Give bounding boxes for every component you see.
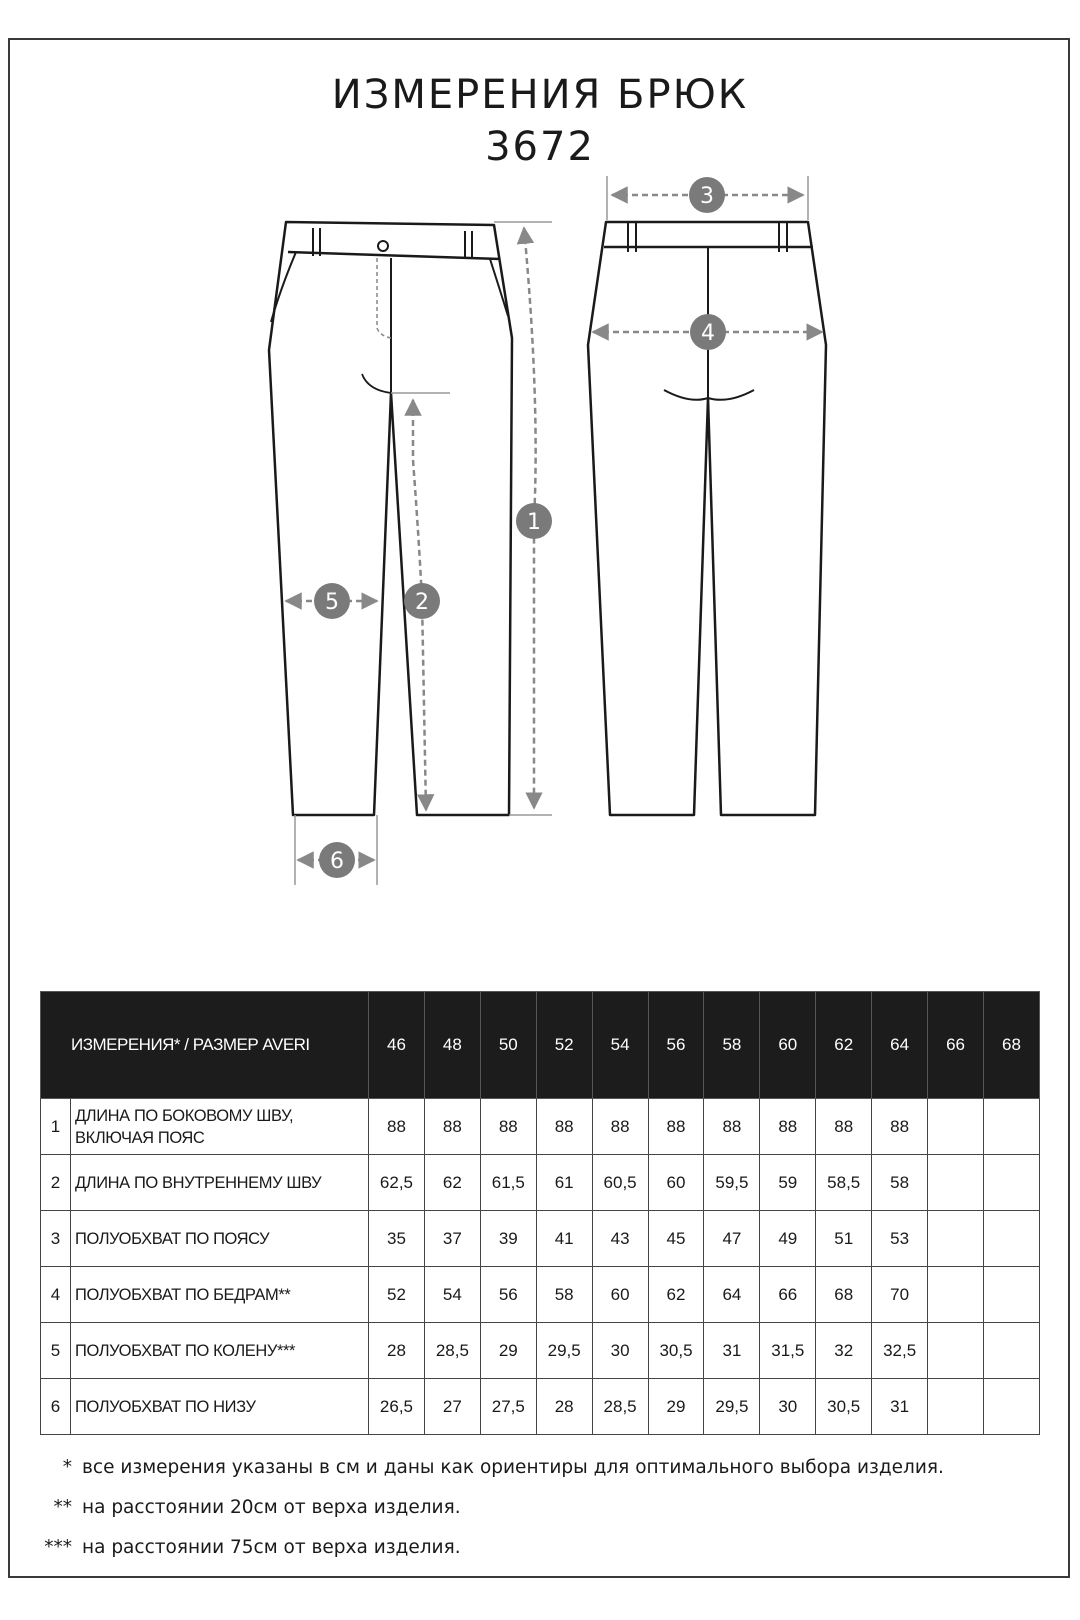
table-cell: 29 [480,1323,536,1379]
marker-2 [404,583,440,619]
table-cell [983,1155,1039,1211]
table-cell: 35 [369,1211,425,1267]
table-cell: 59,5 [704,1155,760,1211]
table-cell: 60 [592,1267,648,1323]
front-pocket-left [271,252,296,322]
table-cell [983,1267,1039,1323]
row-number: 5 [41,1323,71,1379]
table-cell: 29 [648,1379,704,1435]
table-cell: 88 [816,1099,872,1155]
front-fly-curve [362,374,391,393]
size-header: 60 [760,992,816,1099]
table-cell [928,1155,984,1211]
table-cell: 27 [424,1379,480,1435]
size-header: 46 [369,992,425,1099]
table-cell: 88 [704,1099,760,1155]
table-row [41,1099,1040,1155]
table-cell: 56 [480,1267,536,1323]
measurement-name: ПОЛУОБХВАТ ПО КОЛЕНУ*** [71,1323,369,1379]
size-header: 50 [480,992,536,1099]
table-cell: 29,5 [704,1379,760,1435]
table-cell: 59 [760,1155,816,1211]
table-cell: 45 [648,1211,704,1267]
table-row [41,1155,1040,1211]
table-cell: 37 [424,1211,480,1267]
table-cell [928,1211,984,1267]
table-cell: 31 [872,1379,928,1435]
front-pocket-right [490,259,508,316]
footnote-3 [0,1537,461,1558]
table-cell: 47 [704,1211,760,1267]
table-cell: 88 [760,1099,816,1155]
table-cell: 58,5 [816,1155,872,1211]
size-header: 52 [536,992,592,1099]
table-cell: 66 [760,1267,816,1323]
button-icon [378,241,388,251]
size-header: 68 [983,992,1039,1099]
footnote-mark: * [62,1457,72,1478]
row-number: 3 [41,1211,71,1267]
front-fly-stitch [377,258,391,338]
table-cell [983,1211,1039,1267]
svg-text:2: 2 [415,590,429,615]
table-cell: 30 [760,1379,816,1435]
table-cell [983,1099,1039,1155]
size-table-header [41,992,1040,1099]
table-cell [928,1099,984,1155]
row-number: 2 [41,1155,71,1211]
table-row [41,1267,1040,1323]
table-cell: 28 [369,1323,425,1379]
measurement-name: ПОЛУОБХВАТ ПО БЕДРАМ** [71,1267,369,1323]
footnote-text: на расстоянии 20см от верха изделия. [82,1497,461,1518]
table-cell: 88 [872,1099,928,1155]
table-cell: 88 [369,1099,425,1155]
header-label: ИЗМЕРЕНИЯ* / РАЗМЕР AVERI [41,992,369,1099]
table-cell [928,1267,984,1323]
size-header: 48 [424,992,480,1099]
size-header: 62 [816,992,872,1099]
svg-text:4: 4 [701,321,715,346]
footnote-text: все измерения указаны в см и даны как ориентиры для оптимального выбора изделия. [82,1457,944,1478]
table-row [41,1211,1040,1267]
table-cell [983,1323,1039,1379]
measurement-name: ДЛИНА ПО БОКОВОМУ ШВУ, ВКЛЮЧАЯ ПОЯС [71,1099,369,1155]
size-header: 66 [928,992,984,1099]
svg-text:6: 6 [330,849,344,874]
svg-text:3: 3 [700,184,714,209]
table-cell: 70 [872,1267,928,1323]
footnote-1 [0,1457,944,1478]
table-row [41,1323,1040,1379]
table-cell: 58 [536,1267,592,1323]
back-view [588,222,826,815]
measurement-name: ПОЛУОБХВАТ ПО ПОЯСУ [71,1211,369,1267]
size-table [40,991,1040,1435]
table-cell: 39 [480,1211,536,1267]
table-cell: 62 [424,1155,480,1211]
table-cell: 29,5 [536,1323,592,1379]
table-cell: 54 [424,1267,480,1323]
size-header: 54 [592,992,648,1099]
row-number: 4 [41,1267,71,1323]
svg-text:5: 5 [325,590,339,615]
marker-6 [319,842,355,878]
table-cell: 60 [648,1155,704,1211]
size-header: 64 [872,992,928,1099]
table-cell: 53 [872,1211,928,1267]
table-cell: 61 [536,1155,592,1211]
table-cell: 61,5 [480,1155,536,1211]
table-cell [928,1379,984,1435]
front-belt-loop-right [465,231,472,259]
table-cell: 28,5 [424,1323,480,1379]
footnote-2 [0,1497,461,1518]
table-row [41,1379,1040,1435]
footnote-mark: *** [44,1537,72,1558]
table-cell: 62,5 [369,1155,425,1211]
measurement-name: ПОЛУОБХВАТ ПО НИЗУ [71,1379,369,1435]
table-cell: 43 [592,1211,648,1267]
table-cell: 60,5 [592,1155,648,1211]
table-cell: 64 [704,1267,760,1323]
size-header: 58 [704,992,760,1099]
table-cell: 62 [648,1267,704,1323]
table-cell: 58 [872,1155,928,1211]
table-cell: 88 [480,1099,536,1155]
table-cell [983,1379,1039,1435]
table-cell: 30,5 [648,1323,704,1379]
table-cell: 49 [760,1211,816,1267]
table-cell: 30,5 [816,1379,872,1435]
table-cell: 32 [816,1323,872,1379]
row-number: 6 [41,1379,71,1435]
table-cell: 28 [536,1379,592,1435]
table-cell: 31,5 [760,1323,816,1379]
table-cell: 41 [536,1211,592,1267]
table-cell: 31 [704,1323,760,1379]
measurement-name: ДЛИНА ПО ВНУТРЕННЕМУ ШВУ [71,1155,369,1211]
front-view [269,222,512,815]
table-cell [928,1323,984,1379]
size-header: 56 [648,992,704,1099]
marker-3 [689,177,725,213]
marker-5 [314,583,350,619]
table-cell: 88 [536,1099,592,1155]
footnote-text: на расстоянии 75см от верха изделия. [82,1537,461,1558]
svg-text:1: 1 [527,510,541,535]
table-cell: 30 [592,1323,648,1379]
footnote-mark: ** [53,1497,72,1518]
table-cell: 68 [816,1267,872,1323]
table-cell: 32,5 [872,1323,928,1379]
table-cell: 52 [369,1267,425,1323]
row-number: 1 [41,1099,71,1155]
table-cell: 26,5 [369,1379,425,1435]
table-cell: 51 [816,1211,872,1267]
marker-1 [516,503,552,539]
measurement-guides [286,176,822,885]
page-title: ИЗМЕРЕНИЯ БРЮК [331,72,749,118]
table-cell: 28,5 [592,1379,648,1435]
marker-4 [690,314,726,350]
table-cell: 27,5 [480,1379,536,1435]
table-cell: 88 [592,1099,648,1155]
model-number: 3672 [485,124,595,170]
table-cell: 88 [648,1099,704,1155]
table-cell: 88 [424,1099,480,1155]
